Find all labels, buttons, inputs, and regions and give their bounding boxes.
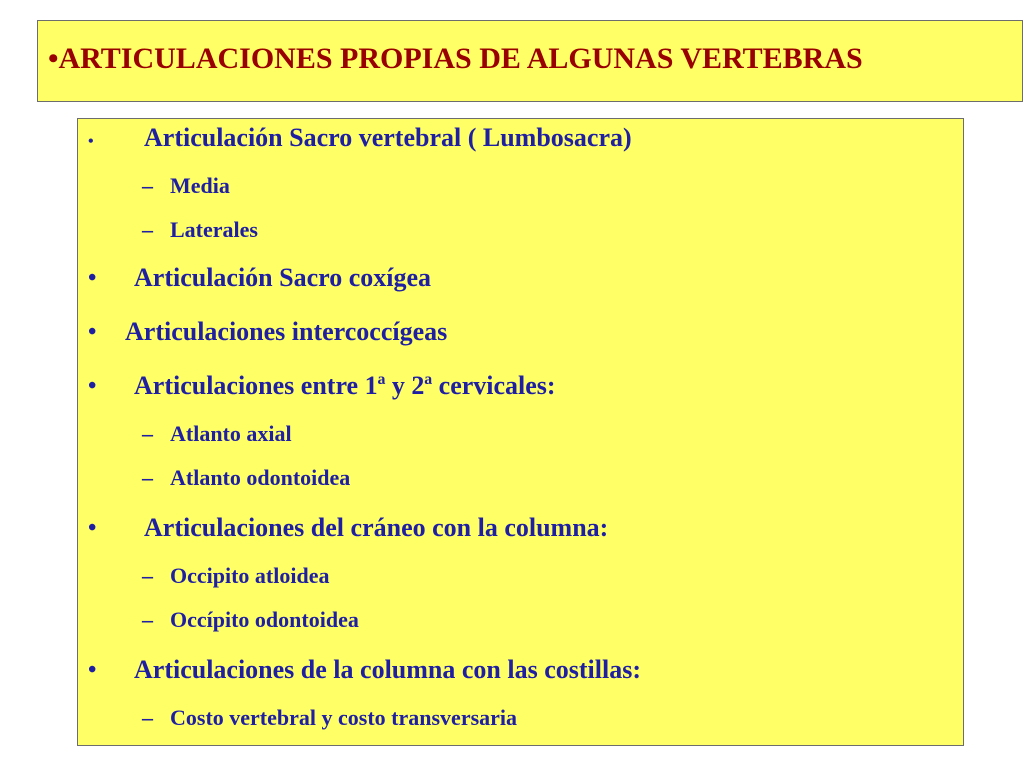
dash-marker: – [142,607,153,632]
sub-item-label: Laterales [170,217,258,242]
bullet-label: Articulaciones intercoccígeas [125,317,448,346]
title-text: ARTICULACIONES PROPIAS DE ALGUNAS VERTEBRAS [58,42,863,75]
bullet-label: Articulaciones de la columna con las costillas: [134,655,641,684]
dash-marker: – [142,173,153,198]
bullet-marker: • [88,515,97,541]
dash-marker: – [142,705,153,730]
sub-item-label: Atlanto axial [170,421,292,446]
bullet-label: Articulaciones del cráneo con la columna: [144,513,609,542]
title-bullet: • [48,42,59,75]
bullet-marker: • [88,657,97,683]
dash-marker: – [142,563,153,588]
bullet-label: Articulación Sacro coxígea [134,263,432,292]
bullet-marker: • [88,373,97,399]
sub-item-label: Costo vertebral y costo transversaria [170,705,518,730]
sub-item-label: Occípito odontoidea [170,607,359,632]
bullet-marker: • [88,265,97,291]
bullet-marker: • [88,319,97,345]
slide-title [48,42,863,76]
title-box [37,20,1023,102]
sub-item-label: Media [170,173,230,198]
sub-item-label: Occipito atloidea [170,563,330,588]
sub-item-label: Atlanto odontoidea [170,465,351,490]
dash-marker: – [142,465,153,490]
content-box [77,118,964,746]
bullet-label: Articulación Sacro vertebral ( Lumbosacra) [144,123,632,152]
dash-marker: – [142,421,153,446]
bullet-label: Articulaciones entre 1ª y 2ª cervicales: [134,371,556,400]
dash-marker: – [142,217,153,242]
bullet-marker: • [88,133,94,150]
